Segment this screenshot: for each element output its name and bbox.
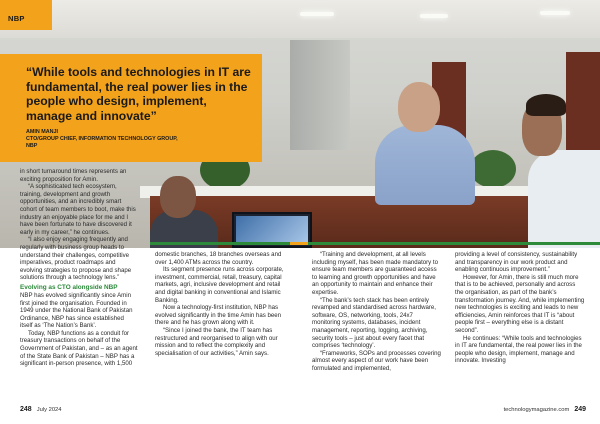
paragraph: “Since I joined the bank, the IT team has restructured and reorganised to align with our mission and to reflect the complexity and specialisation of our activities,” Amin says.	[155, 326, 278, 357]
person-seated-head	[398, 82, 440, 132]
pull-quote-box	[0, 54, 262, 162]
author-block	[26, 129, 252, 150]
paragraph: Now a technology-first institution, NBP has evolved significantly in the time Amin has been there and he has grown along with it.	[155, 304, 282, 327]
column-3	[312, 251, 442, 373]
issue-date: July 2024	[36, 406, 62, 413]
paragraph: Its segment presence runs across corporate, investment, commercial, retail, treasury, capital markets, agri, inclusive development and retail and digital banking in conventional and Islamic Banking.	[155, 266, 284, 304]
green-rule	[442, 242, 600, 245]
page-number: 249	[574, 406, 586, 413]
author-name: AMIN MANJI	[26, 129, 59, 136]
column-4	[455, 251, 585, 365]
site-name: technologymagazine.com	[503, 406, 570, 413]
paragraph: He continues: “While tools and technologies in IT are fundamental, the real power lies in the people who design, implement, manage and innovate. Investing	[455, 334, 582, 365]
person-seated-body	[375, 125, 475, 205]
author-org: NBP	[26, 143, 38, 150]
paragraph: NBP has evolved significantly since Amin first joined the organisation. Founded in 1949 under the National Bank of Pakistan Ordinance, NBP has since established itself as ‘The Nation’s Bank’.	[20, 291, 133, 330]
glass-wall	[290, 40, 350, 150]
subheading: Evolving as CTO alongside NBP	[20, 283, 118, 291]
paragraph: However, for Amin, there is still much more that is to be achieved, personally and across the organisation, as part of the bank’s transformation journey. And, while implementing new technologies is exciting and leads to new efficiencies, Amin reinforces that IT is “about people first – everything else is a distant second”.	[455, 273, 585, 334]
paragraph: in short turnaround times represents an exciting proposition for Amin.	[20, 168, 127, 183]
person-foreground-head	[160, 176, 196, 218]
green-rule	[308, 242, 442, 245]
green-rule	[150, 242, 290, 245]
person-standing-hair	[526, 94, 566, 116]
paragraph: “Frameworks, SOPs and processes covering almost every aspect of our work have been formulated and implemented,	[312, 349, 441, 372]
page-number: 248	[20, 406, 32, 413]
paragraph: “A sophisticated tech ecosystem, training, development and growth opportunities, and an incredibly smart cohort of team members to boot, make this industry an enjoyable place for me and I have been fortunate to have discovered it early in my career,” he continues.	[20, 183, 136, 236]
plant	[470, 150, 516, 188]
column-2	[155, 251, 285, 357]
section-tag	[0, 0, 52, 30]
paragraph: “The bank’s tech stack has been entirely revamped and standardised across hardware, software, OS, networking, tools, 24x7 monitoring systems, databases, incident management, reporting, logging, archiving, security tools – just about every facet that comprises ‘technology’.	[312, 296, 436, 350]
person-standing-body	[528, 150, 600, 248]
footer-left	[20, 406, 62, 413]
monitor-screen	[236, 216, 308, 244]
ceiling	[0, 0, 600, 38]
ceiling-light	[420, 14, 448, 18]
orange-rule	[290, 242, 308, 245]
author-role: CTO/GROUP CHIEF, INFORMATION TECHNOLOGY GROUP,	[26, 136, 178, 143]
column-1	[20, 168, 138, 368]
section-label: NBP	[8, 14, 25, 23]
pull-quote: “While tools and technologies in IT are fundamental, the real power lies in the people who design, implement, manage and innovate”	[26, 65, 251, 123]
ceiling-light	[300, 12, 334, 16]
paragraph: “I also enjoy engaging frequently and regularly with business group heads to understand their challenges, competitive imperatives, product roadmaps and evolving strategies to propose and shape solutions through a technology lens.”	[20, 236, 132, 282]
paragraph: “Training and development, at all levels including myself, has been made mandatory to ensure team members are guaranteed access to learning and growth opportunities and have an opportunity to maintain and enhance their expertise.	[312, 251, 439, 296]
footer-right	[504, 406, 586, 413]
paragraph: Today, NBP functions as a conduit for treasury transactions on behalf of the Government of Pakistan, and – as an agent of the State Bank of Pakistan – NBP has a significant in-person presence, with 1,500	[20, 329, 138, 368]
paragraph: providing a level of consistency, sustainability and transparency in our work product and enabling continuous improvement.”	[455, 251, 578, 274]
ceiling-light	[540, 11, 570, 15]
paragraph: domestic branches, 18 branches overseas and over 1,400 ATMs across the country.	[155, 251, 282, 266]
